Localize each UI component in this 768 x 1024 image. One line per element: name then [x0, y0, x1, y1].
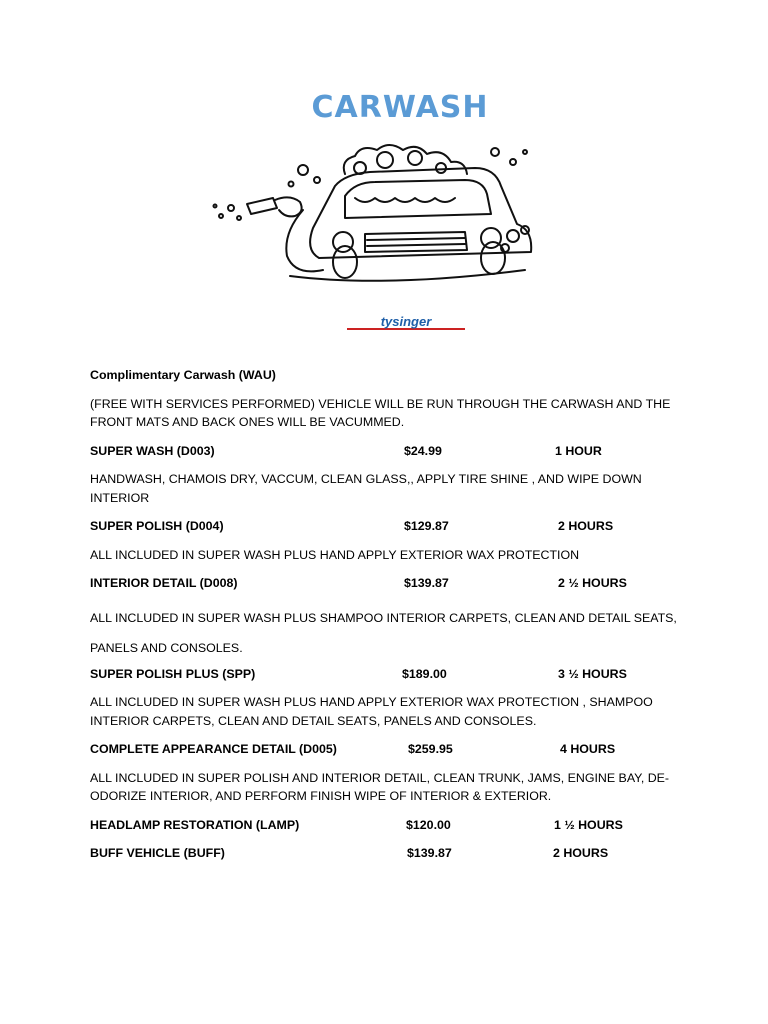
service-row [90, 574, 690, 593]
service-price: $139.87 [404, 576, 449, 590]
car-wash-illustration [195, 138, 575, 290]
service-time: 4 HOURS [560, 742, 616, 756]
service-description: ALL INCLUDED IN SUPER POLISH AND INTERIOR DETAIL, CLEAN TRUNK, JAMS, ENGINE BAY, DE-ODORIZE INTERIOR, AND PERFORM FINISH WIPE OF INTERIOR & EXTERIOR. [90, 770, 670, 803]
service-time: 3 ½ HOURS [558, 666, 627, 681]
service-name: SUPER POLISH (D004) [90, 519, 224, 533]
service-row [90, 517, 690, 536]
service-name: COMPLETE APPEARANCE DETAIL (D005) [90, 742, 337, 756]
service-time: 1 HOUR [555, 443, 602, 458]
service-description: ALL INCLUDED IN SUPER WASH PLUS HAND APPLY EXTERIOR WAX PROTECTION , SHAMPOO INTERIOR CARPETS, CLEAN AND DETAIL SEATS, PANELS AND CONSOLES. [90, 695, 653, 728]
tysinger-logo [347, 314, 465, 334]
service-price: $139.87 [407, 846, 452, 860]
service-description: ALL INCLUDED IN SUPER WASH PLUS HAND APPLY EXTERIOR WAX PROTECTION [90, 547, 580, 562]
service-description: ALL INCLUDED IN SUPER WASH PLUS SHAMPOO INTERIOR CARPETS, CLEAN AND DETAIL SEATS, PANELS AND CONSOLES. [90, 610, 677, 655]
service-row [90, 740, 690, 759]
service-row [90, 442, 690, 461]
service-time: 1 ½ HOURS [554, 817, 623, 832]
service-time: 2 ½ HOURS [558, 576, 627, 590]
complimentary-description: (FREE WITH SERVICES PERFORMED) VEHICLE WILL BE RUN THROUGH THE CARWASH AND THE FRONT MATS AND BACK ONES WILL BE VACUMMED. [90, 396, 671, 429]
service-row [90, 665, 690, 684]
service-price: $259.95 [408, 742, 453, 756]
service-name: SUPER WASH (D003) [90, 443, 215, 458]
service-price: $120.00 [406, 817, 451, 832]
service-list [90, 366, 690, 873]
logo-text: tysinger [380, 314, 432, 329]
service-name: HEADLAMP RESTORATION (LAMP) [90, 817, 300, 832]
service-name: INTERIOR DETAIL (D008) [90, 576, 238, 590]
service-price: $24.99 [404, 443, 442, 458]
page-title: CARWASH [311, 90, 489, 125]
service-name: SUPER POLISH PLUS (SPP) [90, 666, 256, 681]
service-description: HANDWASH, CHAMOIS DRY, VACCUM, CLEAN GLASS,, APPLY TIRE SHINE , AND WIPE DOWN INTERIOR [90, 472, 642, 505]
service-time: 2 HOURS [558, 519, 614, 533]
service-price: $189.00 [402, 666, 447, 681]
service-row [90, 816, 690, 835]
service-row [90, 844, 690, 863]
service-price: $129.87 [404, 519, 449, 533]
service-name: BUFF VEHICLE (BUFF) [90, 846, 225, 860]
service-time: 2 HOURS [553, 846, 609, 860]
complimentary-heading: Complimentary Carwash (WAU) [90, 368, 276, 382]
